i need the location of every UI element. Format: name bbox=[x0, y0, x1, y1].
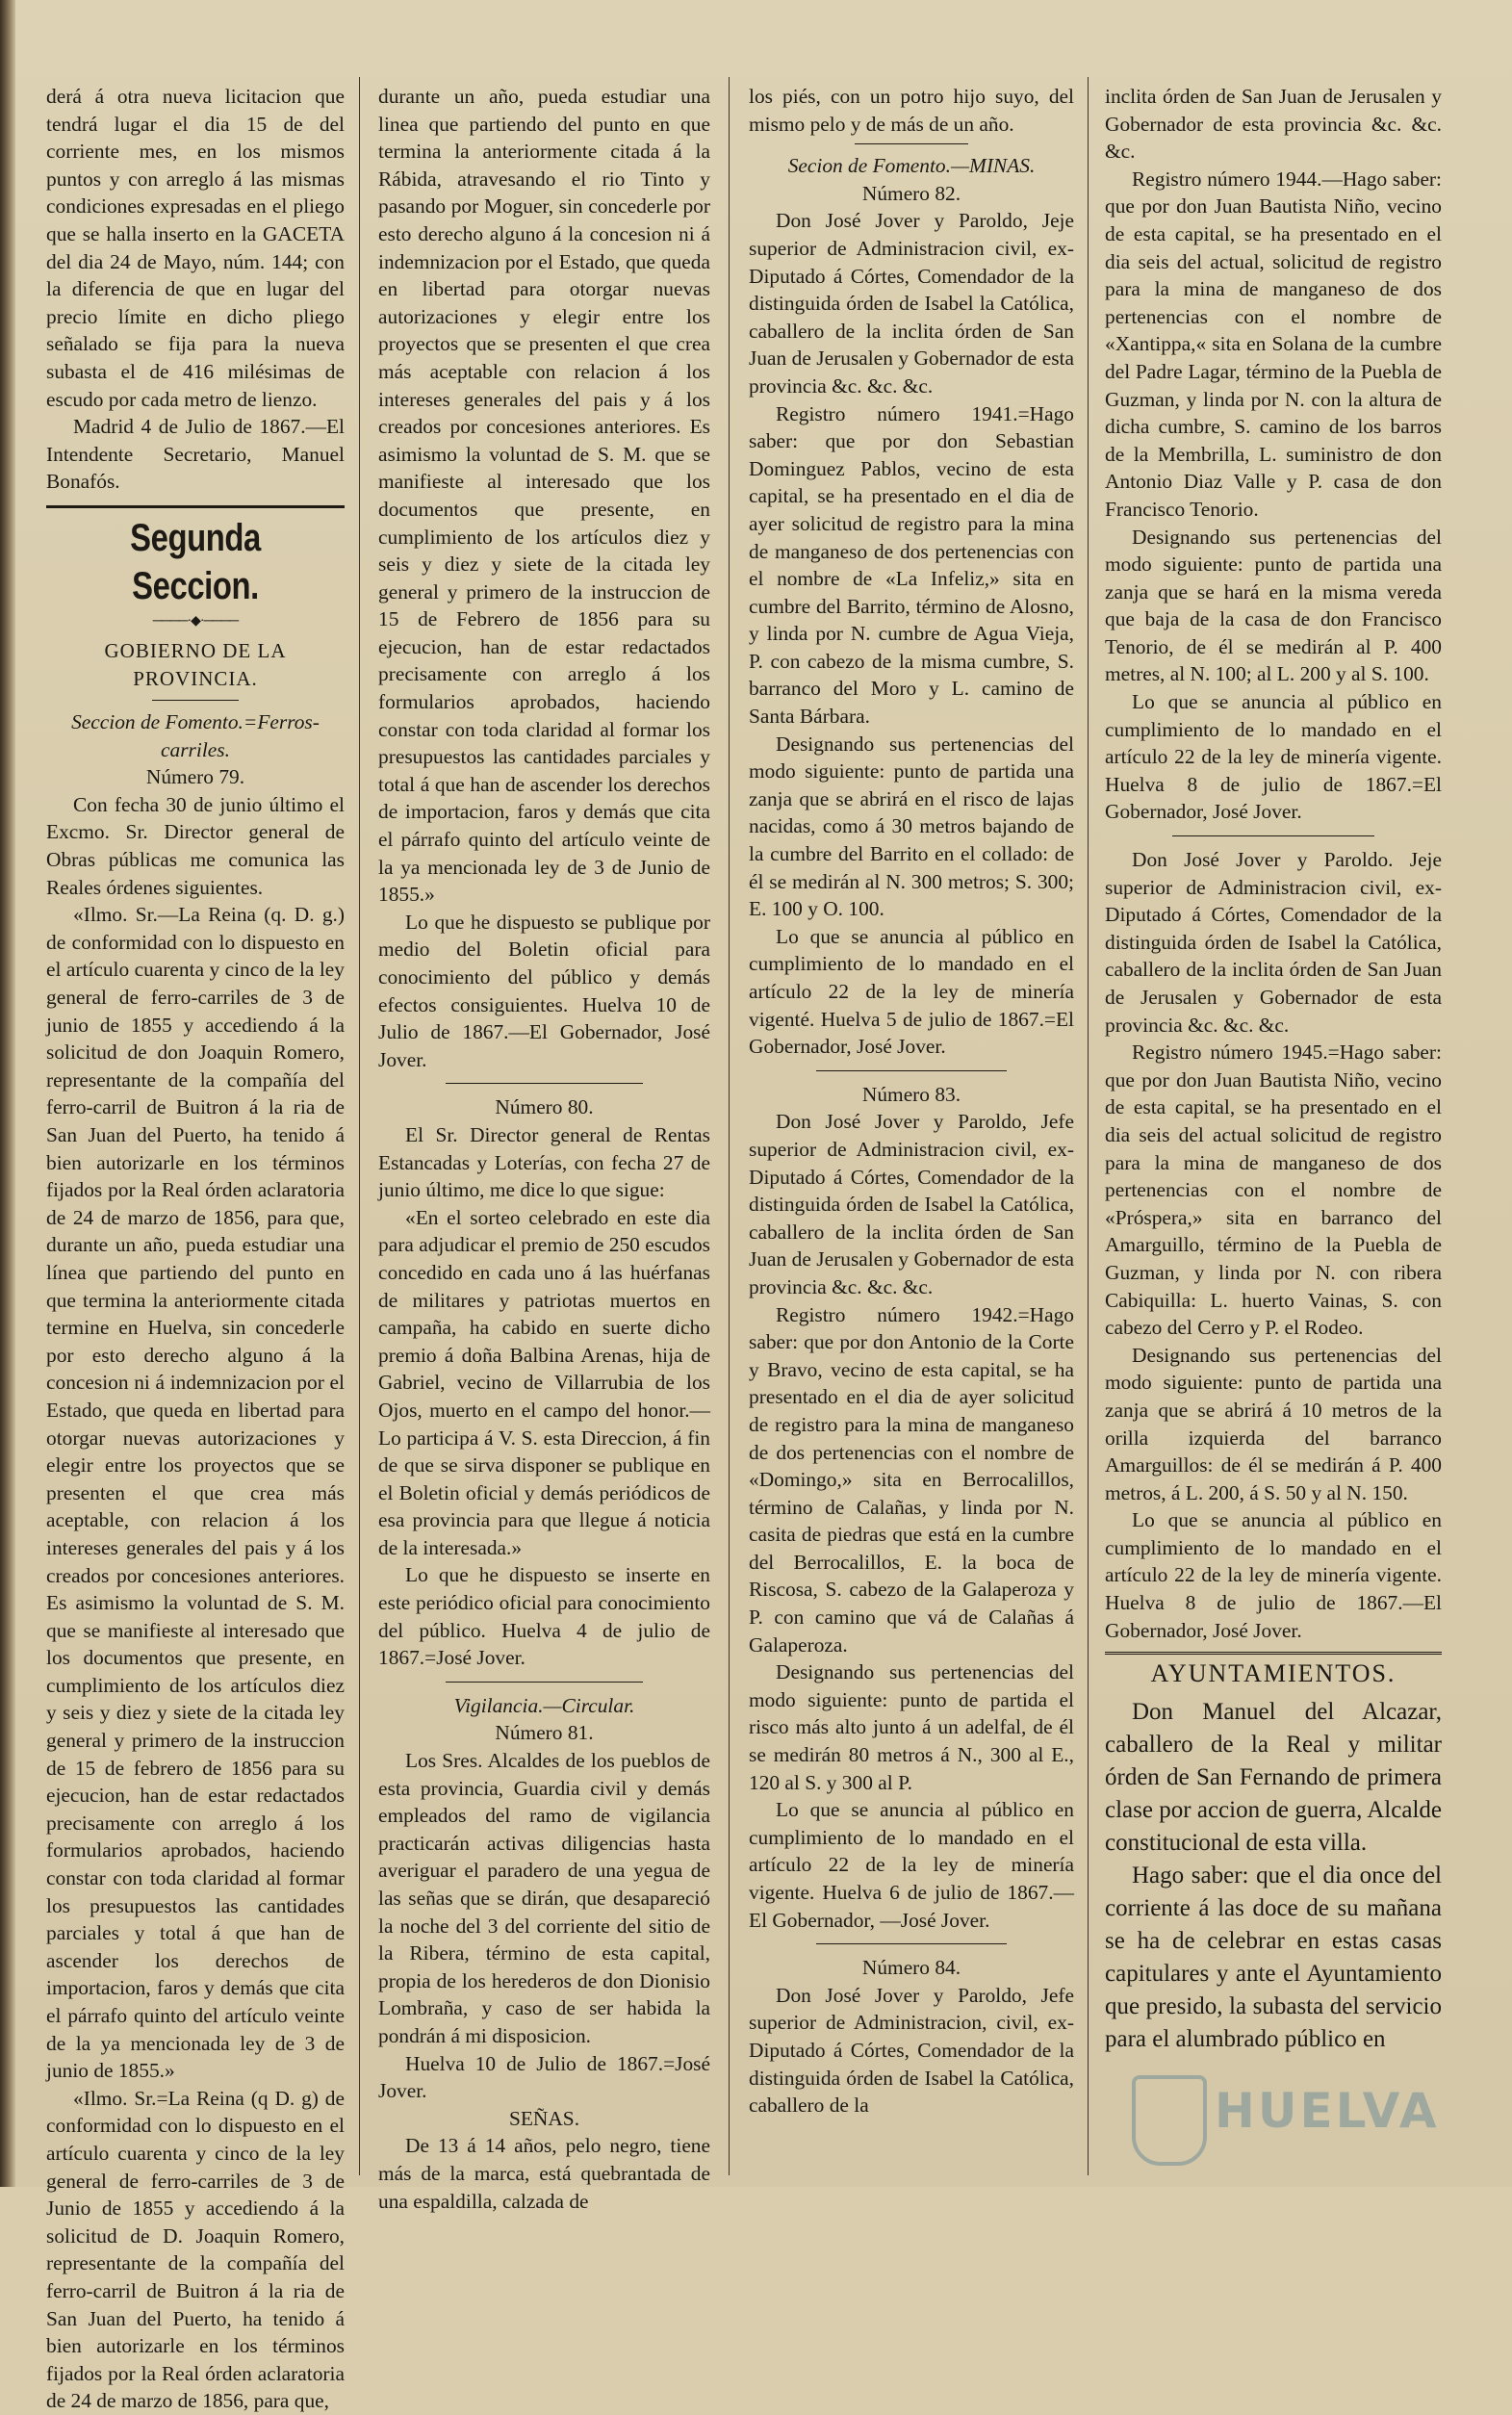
notice-heading: Vigilancia.—Circular. bbox=[453, 1693, 635, 1717]
paragraph: Don Manuel del Alcazar, caballero de la Real y militar órden de San Fernando de primera clase por accion de guerra, Alcalde constitucional de esta villa. bbox=[1105, 1698, 1442, 1856]
paragraph: Designando sus pertenencias del modo siguiente: punto de partida una zanja que se hará en la misma vereda que baja de la casa de don Francisco Tenorio, de él se medirán al P. 400 metres, al N. 100; al L. 200 y al S. 100. bbox=[1105, 525, 1442, 686]
paragraph: Registro número 1945.=Hago saber: que por don Juan Bautista Niño, vecino de esta capital, se ha presentado en el dia seis del actual solicitud de registro para la mina de manganeso de dos pertenencias con el nombre de «Próspera,» sita en barranco del Amarguillo, término de la Puebla de Guzman, y linda por N. con ribera Cabiquilla: L. huerto Vainas, S. con cabezo del Cerro y P. el Rodeo. bbox=[1105, 1041, 1442, 1340]
paragraph: Registro número 1944.—Hago saber: que por don Juan Bautista Niño, vecino de esta capital, se ha presentado en el dia seis del actual, solicitud de registro para la mina de manganeso de dos pertenencias con el nombre de «Xantippa,« sita en Solana de la cumbre del Padre Lagar, término de la Puebla de Guzman, y linda por N. con la altura de dicha cumbre, S. camino de los barros de la Membrilla, L. suministro de don Antonio Diaz Valle y P. casa de don Francisco Tenorio. bbox=[1105, 167, 1442, 521]
notice-number: Número 79. bbox=[145, 765, 245, 789]
notice-number: Número 84. bbox=[861, 1956, 961, 1980]
paragraph: Lo que se anuncia al público en cumplimiento de lo mandado en el artículo 22 de la ley de minería vigente. Huelva 6 de julio de 1867.—El Gobernador, —José Jover. bbox=[749, 1798, 1074, 1932]
divider bbox=[855, 143, 968, 144]
paragraph: «En el sorteo celebrado en este dia para adjudicar el premio de 250 escudos concedido en cada uno á las huérfanas de militares y patriotas muertos en campaña, ha cabido en suerte dicho premio á doña Balbina Arenas, hija de Gabriel, vecino de Villarrubia de los Ojos, muerto en el campo del honor.—Lo participa á V. S. esta Direccion, á fin de que se sirva disponer se publique en el Boletin oficial y demás periódicos de esa provincia para que llegue á noticia de la interesada.» bbox=[378, 1205, 710, 1559]
paragraph: Designando sus pertenencias del modo siguiente: punto de partida una zanja que se abrirá en el risco de lajas nacidas, como á 30 metros bajando de la cumbre del Barrito en el collado: de él se medirán al N. 300 metros; S. 300; E. 100 y O. 100. bbox=[749, 732, 1074, 921]
library-watermark bbox=[1132, 2071, 1440, 2164]
paragraph: Lo que he dispuesto se publique por medio del Boletin oficial para conocimiento del público y demás efectos consiguientes. Huelva 10 de Julio de 1867.—El Gobernador, José Jover. bbox=[378, 910, 710, 1071]
paragraph: Lo que se anuncia al público en cumplimiento de lo mandado en el artículo 22 de la ley de minería vigenté. Huelva 5 de julio de 1867.=El Gobernador, José Jover. bbox=[749, 924, 1074, 1059]
notice-heading: Seccion de Fomento.=Ferros-carriles. bbox=[71, 710, 320, 761]
divider bbox=[152, 700, 239, 701]
notice-heading: Secion de Fomento.—MINAS. bbox=[787, 154, 1036, 178]
column-rule bbox=[359, 77, 360, 2175]
paragraph: Registro número 1941.=Hago saber: que por don Sebastian Dominguez Pablos, vecino de esta capital, se ha presentado en el dia de ayer solicitud de registro para la mina de manganeso de dos pertenencias con el nombre de «La Infeliz,» sita en cumbre del Barrito, término de Alosno, y linda por N. cumbre de Agua Vieja, P. con cabezo de la misma cumbre, S. barranco del Moro y L. camino de Santa Bárbara. bbox=[749, 401, 1074, 729]
paragraph: derá á otra nueva licitacion que tendrá lugar el dia 15 de del corriente mes, en los mismos puntos y con arreglo á las mismas condiciones expresadas en el pliego que se halla inserto en la GACETA del dia 24 de Mayo, núm. 144; con la diferencia de que en lugar del precio límite en dicho pliego señalado se fija para la nueva subasta el de 416 milésimas de escudo por cada metro de lienzo. bbox=[46, 85, 345, 411]
paragraph: El Sr. Director general de Rentas Estancadas y Loterías, con fecha 27 de junio último, me dice lo que sigue: bbox=[378, 1122, 710, 1202]
paragraph: Hago saber: que el dia once del corriente á las doce de su mañana se ha de celebrar en estas casas capitulares y ante el Ayuntamiento que presido, la subasta del servicio para el alumbrado público en bbox=[1105, 1862, 1442, 2052]
paragraph: Lo que se anuncia al público en cumplimiento de lo mandado en el artículo 22 de la ley de minería vigente. Huelva 8 de julio de 1867.=El Gobernador, José Jover. bbox=[1105, 690, 1442, 824]
paragraph: Don José Jover y Paroldo, Jefe superior de Administracion, civil, ex-Diputado á Córtes, Comendador de la distinguida órden de Isabel la Católica, caballero de la bbox=[749, 1983, 1074, 2118]
paragraph: Designando sus pertenencias del modo siguiente: punto de partida el risco más alto junto á un adelfal, de él se medirán 80 metros á N., 300 al E., 120 al S. y 300 al P. bbox=[749, 1660, 1074, 1794]
government-title: GOBIERNO DE LA PROVINCIA. bbox=[104, 638, 287, 690]
paragraph: Con fecha 30 de junio último el Excmo. Sr. Director general de Obras públicas me comunica las Reales órdenes siguientes. bbox=[46, 792, 345, 899]
page-binding-edge bbox=[0, 0, 15, 2187]
paragraph: durante un año, pueda estudiar una linea que partiendo del punto en que termina la anteriormente citada á la Rábida, atravesando el rio Tinto y pasando por Moguer, sin concederle por esto derecho alguno á la concesion ni á indemnizacion por el Estado, que queda en libertad para otorgar nuevas autorizaciones y elegir entre los proyectos que se presenten el que crea más aceptable con relacion á los intereses generales del pais y á los creados por concesiones anteriores. Es asimismo la voluntad de S. M. que se manifieste al interesado que los documentos que presente, en cumplimiento de los artículos diez y seis y diez y siete de la citada ley general y primero de la instruccion de 15 de Febrero de 1856 para su ejecucion, han de estar redactados precisamente con arreglo á los formularios aprobados, haciendo constar con toda claridad al formar los presupuestos las cantidades parciales y total á que han de ascender los derechos de importacion, faros y demás que cita el párrafo quinto del artículo veinte de la ya mencionada ley de 3 de Junio de 1855.» bbox=[378, 85, 710, 907]
paragraph: Lo que he dispuesto se inserte en este periódico oficial para conocimiento del público. Huelva 4 de julio de 1867.=José Jover. bbox=[378, 1563, 710, 1670]
column-rule bbox=[729, 77, 730, 2175]
paragraph: «Ilmo. Sr.—La Reina (q. D. g.) de conformidad con lo dispuesto en el artículo cuarenta y cinco de la ley general de ferro-carriles de 3 de junio de 1855 y accediendo á la solicitud de don Joaquin Romero, representante de la compañía del ferro-carril de Buitron á la ria de San Juan del Puerto, ha tenido á bien autorizarle en los términos fijados por la Real órden aclaratoria de 24 de marzo de 1856, para que, durante un año, pueda estudiar una línea que partiendo del punto en que termina la anteriormente citada termine en Huelva, sin concederle por esto derecho alguno á la concesion ni á indemnizacion por el Estado, que queda en libertad para otorgar nuevas autorizaciones y elegir entre los proyectos que se presenten el que crea más aceptable, con relacion á los intereses generales del pais y á los creados por concesiones anteriores. Es asimismo la voluntad de S. M. que se manifieste al interesado que los documentos que presente, en cumplimiento de los artículos diez y seis y diez y siete de la citada ley general y primero de la instruccion de 15 de febrero de 1856 para su ejecucion, han de estar redactados precisamente con arreglo á los formularios aprobados, haciendo constar con toda claridad al formar los presupuestos las cantidades parciales y total á que han de ascender los derechos de importacion, faros y demás que cita el párrafo quinto del artículo veinte de la ya mencionada ley de 3 de junio de 1855.» bbox=[46, 903, 345, 2083]
paragraph: Don José Jover y Paroldo, Jefe superior de Administracion civil, ex-Diputado á Córtes, Comendador de la distinguida órden de Isabel la Católica, caballero de la inclita órden de San Juan de Jerusalen y Gobernador de esta provincia &c. &c. &c. bbox=[749, 1110, 1074, 1298]
paragraph: Lo que se anuncia al público en cumplimiento de lo mandado en el artículo 22 de la ley de minería vigente. Huelva 8 de julio de 1867.—El Gobernador, José Jover. bbox=[1105, 1508, 1442, 1642]
paragraph: «Ilmo. Sr.=La Reina (q D. g) de conformidad con lo dispuesto en el artículo cuarenta y cinco de la ley general de ferro-carriles de 3 de Junio de 1855 y accediendo á la solicitud de D. Joaquin Romero, representante de la compañía del ferro-carril de Buitron á la ria de San Juan del Puerto, ha tenido á bien autorizarle en los términos fijados por la Real órden aclaratoria de 24 de marzo de 1856, para que, bbox=[46, 2086, 345, 2413]
notice-number: Número 81. bbox=[495, 1721, 594, 1745]
notice-number: Número 80. bbox=[495, 1095, 594, 1119]
watermark-text: HUELVA bbox=[1215, 2083, 1440, 2139]
divider bbox=[446, 1083, 643, 1084]
divider bbox=[816, 1070, 1007, 1071]
shield-icon bbox=[1132, 2075, 1207, 2166]
column-2 bbox=[378, 83, 710, 2213]
section-divider bbox=[46, 505, 345, 508]
section-heading: AYUNTAMIENTOS. bbox=[1150, 1659, 1397, 1688]
paragraph: Don José Jover y Paroldo. Jeje superior de Administracion civil, ex-Diputado á Córtes, Comendador de la distinguida órden de Isabel la Católica, caballero de la inclita órden de San Juan de Jerusalen y Gobernador de esta provincia &c. &c. &c. bbox=[1105, 848, 1442, 1037]
subsection-title: SEÑAS. bbox=[508, 2106, 580, 2130]
divider bbox=[816, 1943, 1007, 1944]
divider bbox=[1172, 835, 1374, 836]
paragraph: Designando sus pertenencias del modo siguiente: punto de partida una zanja que se abrirá á 10 metros de la orilla izquierda del barranco Amarguillos: de él se medirán á P. 400 metros, á L. 200, á S. 50 y al N. 150. bbox=[1105, 1343, 1442, 1504]
paragraph: Registro número 1942.=Hago saber: que por don Antonio de la Corte y Bravo, vecino de esta capital, se ha presentado en el dia de ayer solicitud de registro para la mina de manganeso de dos pertenencias con el nombre de «Domingo,» sita en Berrocalillos, término de Calañas, y linda por N. casita de piedras que está en la cumbre del Berrocalillos, E. la boca de Riscosa, S. cabezo de la Galaperoza y P. con camino que vá de Calañas á Galaperoza. bbox=[749, 1302, 1074, 1657]
ornament-divider: ────·◆·──── bbox=[152, 613, 239, 629]
paragraph: Huelva 10 de Julio de 1867.=José Jover. bbox=[378, 2051, 710, 2103]
paragraph: De 13 á 14 años, pelo negro, tiene más de la marca, está quebrantada de una espaldilla, calzada de bbox=[378, 2134, 710, 2213]
column-rule bbox=[1088, 77, 1089, 2175]
ayuntamientos-section bbox=[1105, 1652, 1442, 2056]
paragraph: inclita órden de San Juan de Jerusalen y Gobernador de esta provincia &c. &c. &c. bbox=[1105, 85, 1442, 164]
paragraph: Madrid 4 de Julio de 1867.—El Intendente Secretario, Manuel Bonafós. bbox=[46, 415, 345, 494]
notice-number: Número 83. bbox=[861, 1082, 961, 1106]
paragraph: Don José Jover y Paroldo, Jeje superior de Administracion civil, ex-Diputado á Córtes, Comendador de la distinguida órden de Isabel la Católica, caballero de la inclita órden de San Juan de Jerusalen y Gobernador de esta provincia &c. &c. &c. bbox=[749, 209, 1074, 398]
column-1 bbox=[46, 83, 345, 2413]
paragraph: los piés, con un potro hijo suyo, del mismo pelo y de más de un año. bbox=[749, 85, 1074, 136]
column-4 bbox=[1105, 83, 1442, 2171]
column-3 bbox=[749, 83, 1074, 2171]
section-title: Segunda Seccion. bbox=[130, 516, 261, 607]
notice-number: Número 82. bbox=[861, 181, 961, 205]
paragraph: Los Sres. Alcaldes de los pueblos de esta provincia, Guardia civil y demás empleados del ramo de vigilancia practicarán activas diligencias hasta averiguar el paradero de una yegua de las señas que se dirán, que desapareció la noche del 3 del corriente del sitio de la Ribera, término de esta capital, propia de los herederos de don Dionisio Lombraña, y caso de ser habida la pondrán á mi disposicion. bbox=[378, 1749, 710, 2047]
divider bbox=[446, 1682, 643, 1683]
